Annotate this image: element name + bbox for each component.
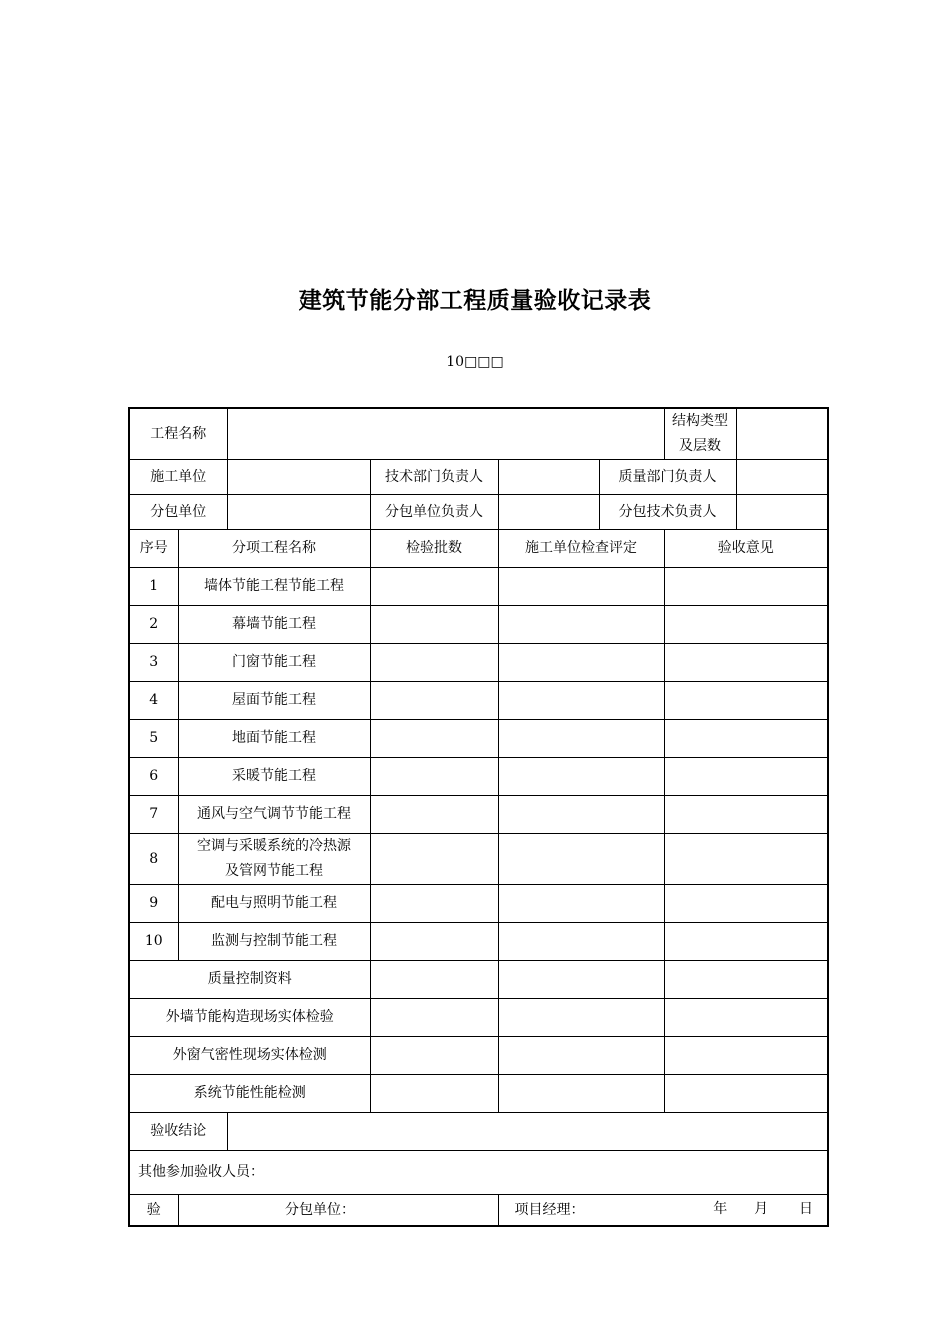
item-name: 空调与采暖系统的冷热源及管网节能工程: [178, 834, 370, 885]
item-batches[interactable]: [370, 834, 498, 885]
project-name-value[interactable]: [227, 408, 664, 460]
quality-head-value[interactable]: [736, 460, 828, 495]
extra-row: [129, 1037, 828, 1075]
day-label: 日: [799, 1201, 813, 1217]
item-no: 8: [129, 834, 178, 885]
item-batches[interactable]: [370, 720, 498, 758]
tech-head-label: 技术部门负责人: [370, 460, 498, 495]
item-no: 10: [129, 923, 178, 961]
extra-batches[interactable]: [370, 1075, 498, 1113]
item-name: 幕墙节能工程: [178, 606, 370, 644]
date-block: [713, 1197, 813, 1222]
extra-row-label: 质量控制资料: [129, 961, 370, 999]
item-no: 5: [129, 720, 178, 758]
extra-self-check[interactable]: [498, 961, 664, 999]
item-batches[interactable]: [370, 758, 498, 796]
item-opinion[interactable]: [664, 796, 828, 834]
year-label: 年: [713, 1201, 728, 1217]
extra-row: [129, 1075, 828, 1113]
item-name: 屋面节能工程: [178, 682, 370, 720]
signature-row: [129, 1195, 828, 1227]
extra-opinion[interactable]: [664, 1037, 828, 1075]
item-self-check[interactable]: [498, 923, 664, 961]
table-row: [129, 834, 828, 885]
sub-unit-signature[interactable]: [178, 1195, 498, 1227]
pm-signature[interactable]: [498, 1195, 828, 1227]
item-self-check[interactable]: [498, 796, 664, 834]
extra-self-check[interactable]: [498, 999, 664, 1037]
item-name: 通风与空气调节节能工程: [178, 796, 370, 834]
conclusion-label: 验收结论: [129, 1113, 227, 1151]
item-batches[interactable]: [370, 644, 498, 682]
subcontractor-label: 分包单位: [129, 495, 227, 530]
signature-side-label: 验: [129, 1195, 178, 1227]
table-row: [129, 923, 828, 961]
conclusion-row: [129, 1113, 828, 1151]
item-batches[interactable]: [370, 923, 498, 961]
header-row-subcontractor: [129, 495, 828, 530]
table-row: [129, 796, 828, 834]
month-label: 月: [754, 1201, 769, 1217]
item-name: 采暖节能工程: [178, 758, 370, 796]
form-code: 10□□□: [446, 354, 504, 370]
contractor-label: 施工单位: [129, 460, 227, 495]
table-row: [129, 606, 828, 644]
extra-self-check[interactable]: [498, 1037, 664, 1075]
item-opinion[interactable]: [664, 644, 828, 682]
item-opinion[interactable]: [664, 885, 828, 923]
item-no: 3: [129, 644, 178, 682]
item-no: 4: [129, 682, 178, 720]
item-no: 6: [129, 758, 178, 796]
item-self-check[interactable]: [498, 885, 664, 923]
extra-row: [129, 961, 828, 999]
item-opinion[interactable]: [664, 682, 828, 720]
item-name: 门窗节能工程: [178, 644, 370, 682]
tech-head-value[interactable]: [498, 460, 599, 495]
extra-self-check[interactable]: [498, 1075, 664, 1113]
col-seq: 序号: [129, 530, 178, 568]
structure-value[interactable]: [736, 408, 828, 460]
item-name: 监测与控制节能工程: [178, 923, 370, 961]
item-self-check[interactable]: [498, 720, 664, 758]
extra-batches[interactable]: [370, 1037, 498, 1075]
item-opinion[interactable]: [664, 923, 828, 961]
item-name: 地面节能工程: [178, 720, 370, 758]
item-self-check[interactable]: [498, 644, 664, 682]
col-batches: 检验批数: [370, 530, 498, 568]
item-opinion[interactable]: [664, 758, 828, 796]
item-self-check[interactable]: [498, 834, 664, 885]
table-row: [129, 644, 828, 682]
form-title: 建筑节能分部工程质量验收记录表: [298, 288, 652, 314]
header-row-project: [129, 408, 828, 460]
item-opinion[interactable]: [664, 834, 828, 885]
item-no: 9: [129, 885, 178, 923]
extra-opinion[interactable]: [664, 1075, 828, 1113]
item-self-check[interactable]: [498, 758, 664, 796]
extra-opinion[interactable]: [664, 999, 828, 1037]
table-row: [129, 568, 828, 606]
participants-field[interactable]: 其他参加验收人员：: [129, 1151, 828, 1195]
header-row-contractor: [129, 460, 828, 495]
col-item: 分项工程名称: [178, 530, 370, 568]
sub-head-label: 分包单位负责人: [370, 495, 498, 530]
table-row: [129, 682, 828, 720]
col-opinion: 验收意见: [664, 530, 828, 568]
item-no: 1: [129, 568, 178, 606]
item-self-check[interactable]: [498, 568, 664, 606]
item-no: 7: [129, 796, 178, 834]
item-opinion[interactable]: [664, 720, 828, 758]
extra-batches[interactable]: [370, 999, 498, 1037]
item-name: 配电与照明节能工程: [178, 885, 370, 923]
extra-batches[interactable]: [370, 961, 498, 999]
item-batches[interactable]: [370, 606, 498, 644]
extra-row-label: 外窗气密性现场实体检测: [129, 1037, 370, 1075]
participants-row: [129, 1151, 828, 1195]
extra-opinion[interactable]: [664, 961, 828, 999]
quality-head-label: 质量部门负责人: [599, 460, 736, 495]
item-batches[interactable]: [370, 885, 498, 923]
item-no: 2: [129, 606, 178, 644]
item-batches[interactable]: [370, 682, 498, 720]
item-batches[interactable]: [370, 796, 498, 834]
item-self-check[interactable]: [498, 606, 664, 644]
sub-tech-head-label: 分包技术负责人: [599, 495, 736, 530]
structure-label: 结构类型及层数: [664, 408, 736, 460]
col-self-check: 施工单位检查评定: [498, 530, 664, 568]
contractor-value[interactable]: [227, 460, 370, 495]
conclusion-value[interactable]: [227, 1113, 828, 1151]
item-name: 墙体节能工程节能工程: [178, 568, 370, 606]
extra-row-label: 系统节能性能检测: [129, 1075, 370, 1113]
item-opinion[interactable]: [664, 568, 828, 606]
table-row: [129, 758, 828, 796]
item-opinion[interactable]: [664, 606, 828, 644]
acceptance-table: [128, 407, 829, 1227]
extra-row-label: 外墙节能构造现场实体检验: [129, 999, 370, 1037]
extra-row: [129, 999, 828, 1037]
sub-unit-label: 分包单位：: [285, 1201, 355, 1218]
project-name-label: 工程名称: [129, 408, 227, 460]
item-self-check[interactable]: [498, 682, 664, 720]
pm-label: 项目经理：: [514, 1201, 585, 1218]
subcontractor-value[interactable]: [227, 495, 370, 530]
item-batches[interactable]: [370, 568, 498, 606]
sub-head-value[interactable]: [498, 495, 599, 530]
table-row: [129, 885, 828, 923]
table-row: [129, 720, 828, 758]
sub-tech-head-value[interactable]: [736, 495, 828, 530]
column-header-row: [129, 530, 828, 568]
